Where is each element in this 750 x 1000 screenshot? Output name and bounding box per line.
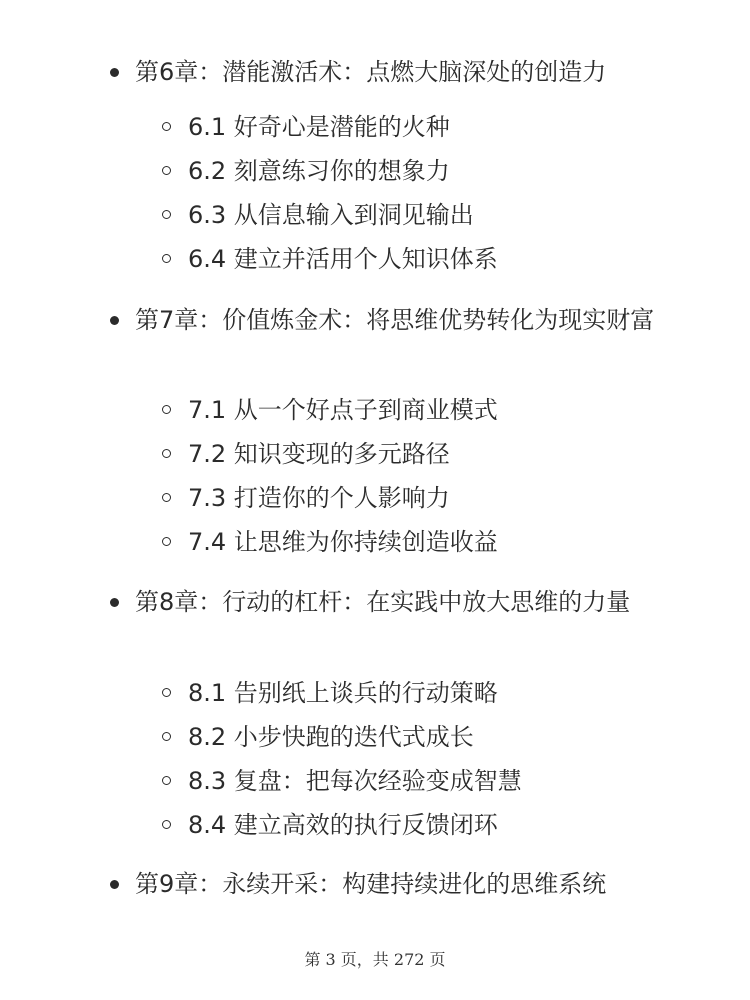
section-7-2	[0, 436, 450, 472]
section-6-2	[0, 153, 450, 189]
circle-bullet-icon	[162, 732, 171, 741]
section-7-3	[0, 480, 450, 516]
circle-bullet-icon	[162, 688, 171, 697]
circle-bullet-icon	[162, 254, 171, 263]
page-number-footer: 第 3 页，共 272 页	[304, 950, 446, 969]
circle-bullet-icon	[162, 537, 171, 546]
chapter-7	[0, 302, 735, 338]
chapter-title: 第9章：永续开采：构建持续进化的思维系统	[135, 870, 607, 898]
circle-bullet-icon	[162, 820, 171, 829]
circle-bullet-icon	[162, 405, 171, 414]
bullet-icon	[110, 598, 119, 607]
circle-bullet-icon	[162, 493, 171, 502]
section-8-1	[0, 675, 498, 711]
circle-bullet-icon	[162, 776, 171, 785]
circle-bullet-icon	[162, 166, 171, 175]
section-title: 6.1 好奇心是潜能的火种	[188, 113, 450, 141]
chapter-title: 第8章：行动的杠杆：在实践中放大思维的力量	[135, 588, 631, 616]
section-title: 8.3 复盘：把每次经验变成智慧	[188, 767, 522, 795]
section-title: 7.4 让思维为你持续创造收益	[188, 528, 498, 556]
circle-bullet-icon	[162, 122, 171, 131]
section-title: 6.4 建立并活用个人知识体系	[188, 245, 498, 273]
section-title: 6.2 刻意练习你的想象力	[188, 157, 450, 185]
bullet-icon	[110, 316, 119, 325]
chapter-8	[0, 584, 735, 620]
circle-bullet-icon	[162, 210, 171, 219]
section-title: 7.1 从一个好点子到商业模式	[188, 396, 498, 424]
section-6-1	[0, 109, 450, 145]
section-6-3	[0, 197, 474, 233]
section-title: 8.2 小步快跑的迭代式成长	[188, 723, 474, 751]
section-8-3	[0, 763, 522, 799]
section-7-1	[0, 392, 498, 428]
circle-bullet-icon	[162, 449, 171, 458]
section-title: 6.3 从信息输入到洞见输出	[188, 201, 474, 229]
section-6-4	[0, 241, 498, 277]
chapter-title: 第6章：潜能激活术：点燃大脑深处的创造力	[135, 58, 607, 86]
section-7-4	[0, 524, 498, 560]
bullet-icon	[110, 68, 119, 77]
section-8-2	[0, 719, 474, 755]
chapter-title: 第7章：价值炼金术：将思维优势转化为现实财富	[135, 306, 655, 334]
section-title: 7.2 知识变现的多元路径	[188, 440, 450, 468]
section-8-4	[0, 807, 498, 843]
section-title: 7.3 打造你的个人影响力	[188, 484, 450, 512]
bullet-icon	[110, 880, 119, 889]
section-title: 8.4 建立高效的执行反馈闭环	[188, 811, 498, 839]
section-title: 8.1 告别纸上谈兵的行动策略	[188, 679, 498, 707]
chapter-6	[0, 54, 686, 90]
chapter-9	[0, 866, 750, 902]
